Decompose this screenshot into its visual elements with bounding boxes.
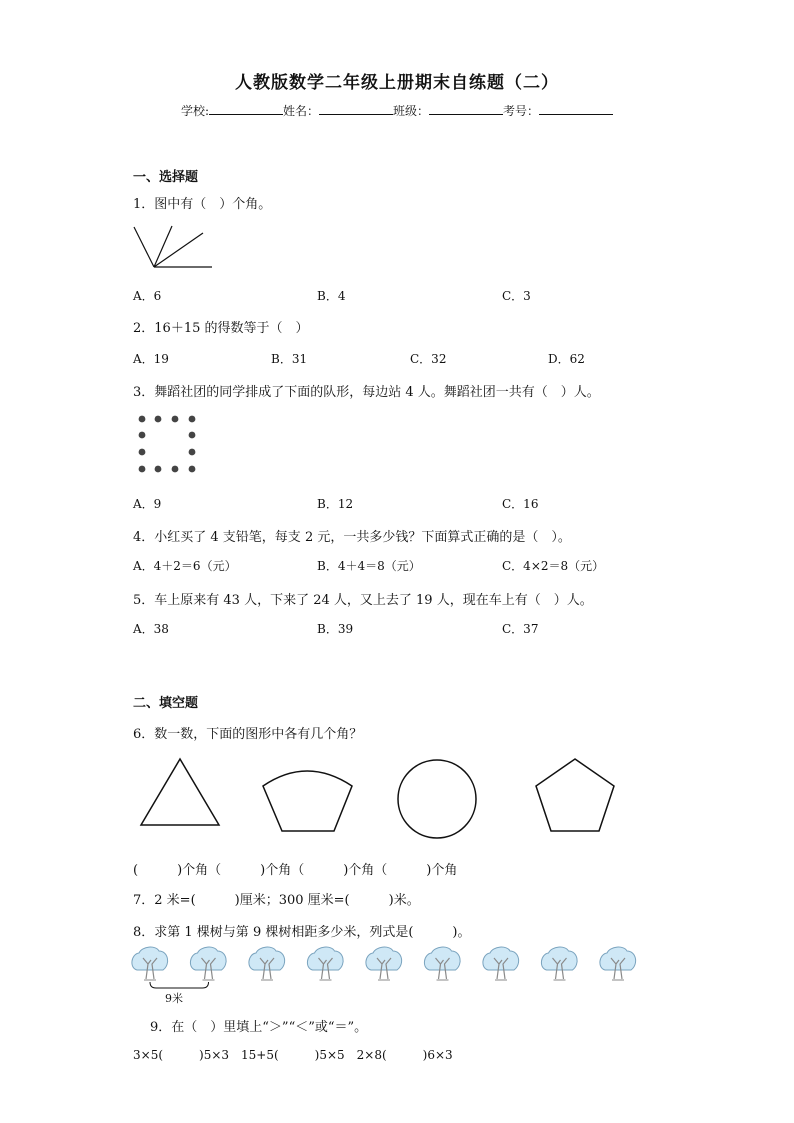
question-1-text: 1．图中有（ ）个角。 (133, 197, 272, 212)
tree-icon (132, 947, 168, 980)
q9-comparison-items[interactable]: 3×5( )5×3 15+5( )5×5 2×8( )6×3 (133, 1048, 453, 1062)
q2-option-a[interactable]: A．19 (133, 352, 169, 366)
q4-option-c[interactable]: C．4×2＝8（元） (502, 559, 605, 573)
question-4-text: 4．小红买了 4 支铅笔，每支 2 元，一共多少钱？下面算式正确的是（ ）。 (133, 530, 571, 545)
q1-angle-figure (130, 225, 220, 275)
circle-shape (396, 758, 480, 842)
tree-icon (190, 947, 226, 980)
student-info-line (0, 102, 794, 119)
q5-option-c[interactable]: C．37 (502, 622, 539, 636)
q3-dot-formation (136, 414, 200, 474)
section-fill-heading: 二、填空题 (133, 696, 199, 711)
question-9-text: 9．在（ ）里填上“＞”“＜”或“＝”。 (150, 1020, 368, 1035)
tree-icon (541, 947, 577, 980)
question-7-text[interactable]: 7．2 米=( )厘米；300 厘米=( )米。 (133, 893, 420, 908)
fan-shape (260, 762, 356, 834)
tree-icon (600, 947, 636, 980)
question-8-text[interactable]: 8．求第 1 棵树与第 9 棵树相距多少米，列式是( )。 (133, 925, 471, 940)
q8-distance-label: 9米 (165, 992, 183, 1005)
section-choice-heading: 一、选择题 (133, 170, 199, 185)
name-label: 姓名： (283, 104, 320, 118)
q6-answer-blanks[interactable]: ( )个角（ )个角（ )个角（ )个角 (133, 863, 458, 878)
q2-option-d[interactable]: D．62 (548, 352, 585, 366)
q1-option-b[interactable]: B．4 (317, 289, 346, 303)
q4-option-b[interactable]: B．4＋4＝8（元） (317, 559, 421, 573)
question-5-text: 5．车上原来有 43 人，下来了 24 人，又上去了 19 人，现在车上有（ ）人。 (133, 593, 593, 608)
q5-option-a[interactable]: A．38 (133, 622, 169, 636)
tree-icon (249, 947, 285, 980)
q8-tree-row (130, 946, 650, 1006)
number-blank[interactable] (539, 102, 613, 115)
tree-icon (424, 947, 460, 980)
q3-option-a[interactable]: A．9 (133, 497, 162, 511)
triangle-shape (138, 756, 220, 828)
q2-option-c[interactable]: C．32 (410, 352, 447, 366)
q5-option-b[interactable]: B．39 (317, 622, 354, 636)
question-2-text: 2．16＋15 的得数等于（ ） (133, 321, 309, 336)
page-title: 人教版数学二年级上册期末自练题（二） (235, 73, 559, 93)
class-label: 班级： (393, 104, 430, 118)
q2-option-b[interactable]: B．31 (271, 352, 308, 366)
q3-option-c[interactable]: C．16 (502, 497, 539, 511)
q1-option-a[interactable]: A．6 (133, 289, 162, 303)
class-blank[interactable] (429, 102, 503, 115)
school-blank[interactable] (209, 102, 283, 115)
question-3-text: 3．舞蹈社团的同学排成了下面的队形，每边站 4 人。舞蹈社团一共有（ ）人。 (133, 385, 600, 400)
number-label: 考号： (503, 104, 540, 118)
question-6-text: 6．数一数，下面的图形中各有几个角？ (133, 727, 363, 742)
tree-icon (483, 947, 519, 980)
tree-icon (366, 947, 402, 980)
q1-option-c[interactable]: C．3 (502, 289, 531, 303)
tree-icon (307, 947, 343, 980)
q4-option-a[interactable]: A．4＋2＝6（元） (133, 559, 237, 573)
name-blank[interactable] (319, 102, 393, 115)
q3-option-b[interactable]: B．12 (317, 497, 354, 511)
distance-bracket (150, 982, 209, 988)
school-label: 学校: (180, 104, 209, 118)
pentagon-shape (533, 756, 619, 836)
